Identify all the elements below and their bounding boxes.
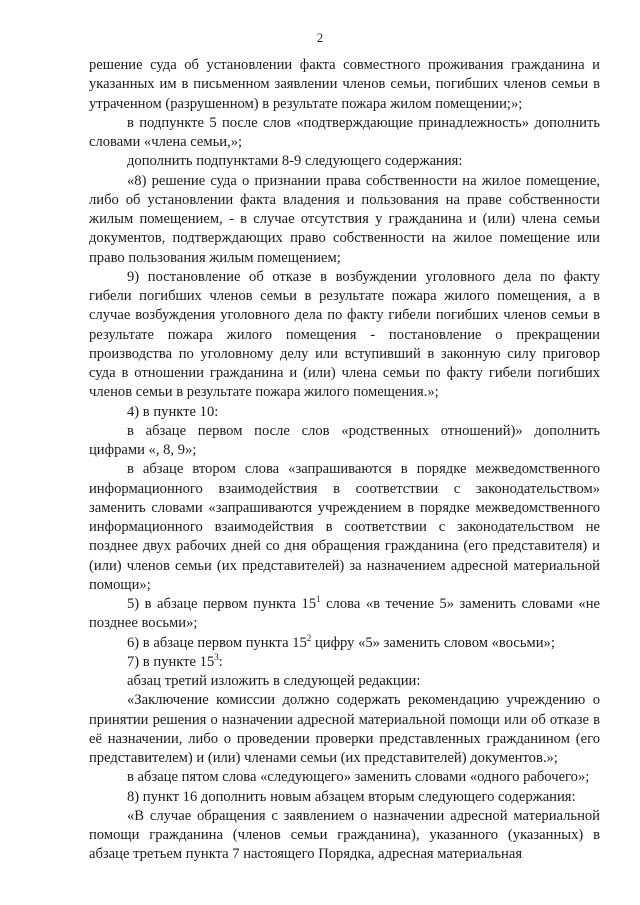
- paragraph: «8) решение суда о признании права собственности на жилое помещение, либо об установлении факта владения и пользования на праве собственности жилым помещением, - в случае отсутствия у гражданина и (или) члена семьи документов, подтверждающих право собственности на жилое помещение или право пользования жилым помещением;: [89, 172, 600, 266]
- paragraph-text: цифру «5» заменить словом «восьми»;: [311, 634, 555, 651]
- page-number: 2: [316, 30, 324, 45]
- paragraph: [89, 595, 600, 634]
- superscript-index: 3: [214, 651, 219, 662]
- paragraph-text: 6) в абзаце первом пункта 15: [127, 634, 307, 651]
- document-body: [89, 56, 600, 865]
- paragraph-text: :: [218, 653, 223, 670]
- paragraph: в абзаце втором слова «запрашиваются в порядке межведомственного информационного взаимодействия в соответствии с законодательством» заменить словами «запрашиваются учреждением в порядке межведомственного информационного взаимодействия в соответствии с законодательством не позднее двух рабочих дней со дня обращения гражданина (его представителя) и (или) членов семьи (их представителей) за назначением адресной материальной помощи»;: [89, 461, 600, 593]
- paragraph: [89, 653, 600, 672]
- superscript-index: 2: [306, 632, 312, 643]
- paragraph: 4) в пункте 10:: [127, 403, 219, 420]
- paragraph: 9) постановление об отказе в возбуждении уголовного дела по факту гибели погибших членов семьи в результате пожара жилого помещения, а в случае возбуждения уголовного дела по факту гибели погибших членов семьи в результате пожара жилого помещения - постановление о прекращении производства по уголовному делу или вступивший в законную силу приговор суда в отношении гражданина и (или) члена семьи по факту гибели погибших членов семьи в результате пожара жилого помещения.»;: [89, 268, 600, 401]
- paragraph: «В случае обращения с заявлением о назначении адресной материальной помощи гражданина (членов семьи гражданина), указанного (указанных) в абзаце третьем пункта 7 настоящего Порядка, адресная материальная: [89, 807, 600, 863]
- paragraph-text: слова «в течение 5» заменить словами «не позднее восьми»;: [89, 596, 600, 632]
- paragraph: в подпункте 5 после слов «подтверждающие принадлежность» дополнить словами «члена семьи,»;: [89, 114, 600, 150]
- paragraph: «Заключение комиссии должно содержать рекомендацию учреждению о принятии решения о назначении адресной материальной помощи или об отказе в её назначении, либо о проведении проверки представленных гражданином (его представителем) и (или) членами семьи (их представителей) документов.»;: [89, 692, 600, 766]
- paragraph-text: 7) в пункте 15: [127, 653, 215, 670]
- paragraph-text: 5) в абзаце первом пункта 15: [127, 596, 317, 612]
- paragraph: абзац третий изложить в следующей редакции:: [127, 673, 421, 689]
- paragraph: в абзаце пятом слова «следующего» заменить словами «одного рабочего»;: [127, 769, 590, 786]
- paragraph: 8) пункт 16 дополнить новым абзацем вторым следующего содержания:: [127, 788, 576, 805]
- paragraph: дополнить подпунктами 8-9 следующего содержания:: [127, 153, 463, 170]
- paragraph: в абзаце первом после слов «родственных отношений)» дополнить цифрами «, 8, 9»;: [89, 422, 600, 458]
- paragraph: решение суда об установлении факта совместного проживания гражданина и указанных им в письменном заявлении членов семьи, погибших членов семьи в утраченном (разрушенном) в результате пожара жилом помещении;»;: [89, 57, 600, 112]
- superscript-index: 1: [316, 594, 321, 605]
- paragraph: [89, 634, 600, 653]
